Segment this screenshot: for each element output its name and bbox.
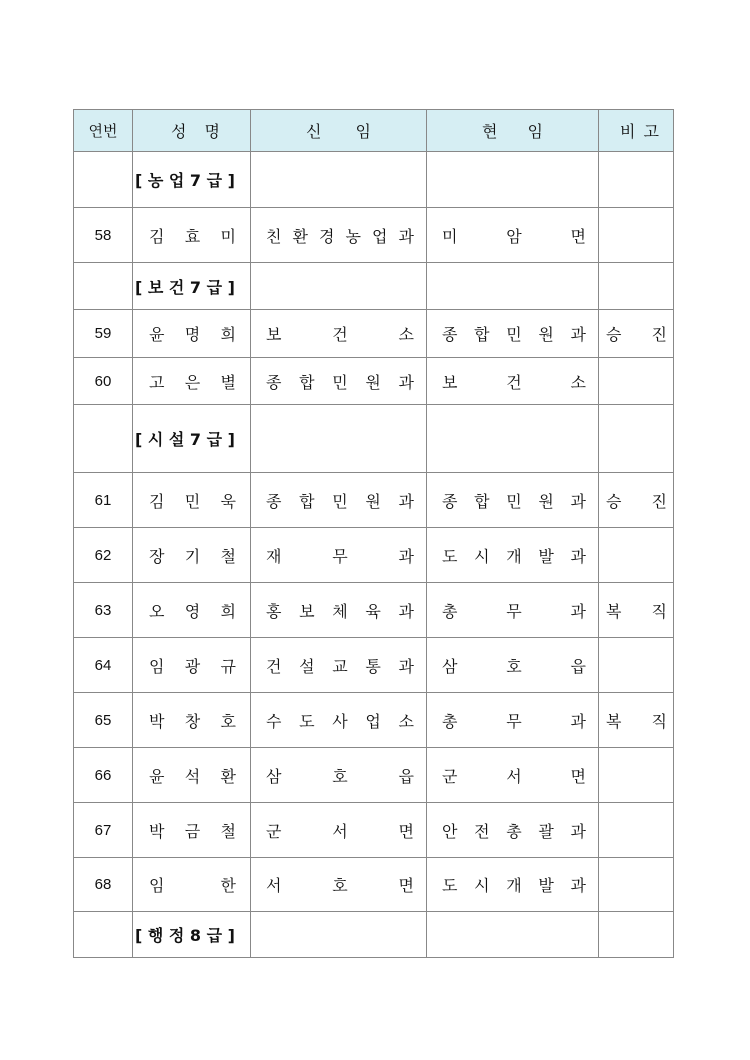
- table-row: [74, 473, 674, 528]
- empty-cell: [599, 912, 674, 958]
- current-post-cell-char: 원: [538, 491, 554, 511]
- new-post-cell-char: 과: [398, 546, 414, 566]
- note-cell-char: 직: [651, 601, 667, 621]
- empty-cell: [599, 263, 674, 310]
- current-post-cell-char: 과: [570, 711, 586, 731]
- name-cell-char: 미: [220, 226, 236, 246]
- name-cell: [133, 473, 251, 528]
- new-post-cell-char: 종: [266, 372, 282, 392]
- new-post-cell-char: 건: [266, 656, 282, 676]
- empty-cell: [427, 405, 599, 473]
- header-seq: 연번: [74, 110, 133, 152]
- current-post-cell: [427, 693, 599, 748]
- name-cell: [133, 803, 251, 858]
- note-cell-char: 진: [651, 325, 667, 344]
- new-post-cell-char: 교: [332, 656, 348, 676]
- new-post-cell: [251, 310, 427, 358]
- note-cell-char: 직: [651, 711, 667, 731]
- new-post-cell-char: 군: [266, 821, 282, 841]
- current-post-cell-char: 괄: [538, 821, 554, 841]
- current-post-cell: [427, 528, 599, 583]
- name-cell: [133, 310, 251, 358]
- new-post-cell: [251, 803, 427, 858]
- new-post-cell-char: 홍: [266, 601, 282, 621]
- new-post-cell-char: 무: [332, 546, 348, 566]
- name-cell-char: 규: [220, 656, 236, 676]
- name-cell-char: 환: [220, 766, 236, 786]
- current-post-cell-char: 발: [538, 876, 554, 895]
- current-post-cell-char: 과: [570, 876, 586, 895]
- name-cell-char: 창: [184, 711, 201, 731]
- name-cell-char: 별: [220, 372, 236, 392]
- empty-cell: [251, 152, 427, 208]
- seq-cell: 59: [74, 310, 133, 358]
- note-cell: [599, 583, 674, 638]
- current-post-cell-char: 무: [506, 711, 522, 731]
- empty-cell: [599, 405, 674, 473]
- current-post-cell-char: 군: [442, 766, 458, 786]
- new-post-cell-char: 종: [266, 491, 282, 511]
- seq-cell: 68: [74, 858, 133, 912]
- note-cell-char: 복: [606, 711, 622, 731]
- current-post-cell-char: 과: [570, 601, 586, 621]
- new-post-cell-char: 환: [292, 226, 308, 246]
- new-post-cell: [251, 528, 427, 583]
- current-post-cell: [427, 310, 599, 358]
- current-post-cell-char: 총: [442, 711, 458, 731]
- current-post-cell-char: 시: [474, 876, 490, 895]
- new-post-cell: [251, 583, 427, 638]
- name-cell: [133, 583, 251, 638]
- new-post-cell-char: 농: [345, 226, 361, 246]
- new-post-cell-char: 원: [365, 491, 381, 511]
- new-post-cell-char: 통: [365, 656, 381, 676]
- new-post-cell-char: 과: [398, 656, 414, 676]
- empty-cell: [251, 912, 427, 958]
- new-post-cell-char: 과: [398, 226, 414, 246]
- current-post-cell-char: 종: [442, 491, 458, 511]
- name-cell-char: 장: [149, 546, 165, 566]
- new-post-cell-char: 합: [299, 372, 315, 392]
- name-cell-char: 오: [149, 601, 165, 621]
- name-cell-char: 김: [149, 491, 165, 511]
- new-post-cell-char: 삼: [266, 766, 282, 786]
- new-post-cell: [251, 208, 427, 263]
- current-post-cell: [427, 638, 599, 693]
- name-cell-char: 기: [184, 546, 201, 566]
- new-post-cell-char: 수: [266, 711, 282, 731]
- seq-cell: [74, 405, 133, 473]
- current-post-cell-char: 개: [506, 546, 522, 566]
- new-post-cell-char: 합: [299, 491, 315, 511]
- name-cell: [133, 748, 251, 803]
- new-post-cell-char: 호: [332, 876, 348, 895]
- name-cell-char: 윤: [149, 325, 165, 344]
- new-post-cell-char: 민: [332, 491, 348, 511]
- seq-cell: 63: [74, 583, 133, 638]
- new-post-cell-char: 과: [398, 372, 414, 392]
- category-row: [74, 152, 674, 208]
- current-post-cell-char: 호: [506, 656, 522, 676]
- current-post-cell: [427, 748, 599, 803]
- new-post-cell-char: 민: [332, 372, 348, 392]
- name-cell-char: 윤: [149, 766, 165, 786]
- current-post-cell: [427, 473, 599, 528]
- name-cell-char: 철: [220, 546, 236, 566]
- current-post-cell: [427, 208, 599, 263]
- category-row: [74, 912, 674, 958]
- new-post-cell: [251, 748, 427, 803]
- name-cell-char: 희: [220, 601, 236, 621]
- new-post-cell-char: 체: [332, 601, 348, 621]
- seq-cell: 64: [74, 638, 133, 693]
- current-post-cell-char: 도: [442, 876, 458, 895]
- seq-cell: 60: [74, 358, 133, 405]
- note-cell: [599, 473, 674, 528]
- current-post-cell-char: 민: [506, 491, 522, 511]
- name-cell-char: 은: [184, 372, 201, 392]
- name-cell-char: 영: [184, 601, 201, 621]
- note-cell: [599, 638, 674, 693]
- new-post-cell: [251, 638, 427, 693]
- new-post-cell-char: 친: [266, 226, 282, 246]
- note-cell: [599, 748, 674, 803]
- name-cell-char: 박: [149, 821, 165, 841]
- current-post-cell-char: 소: [570, 372, 586, 392]
- name-cell: [133, 208, 251, 263]
- current-post-cell-char: 보: [442, 372, 458, 392]
- table-row: [74, 583, 674, 638]
- current-post-cell-char: 건: [506, 372, 522, 392]
- new-post-cell-char: 소: [398, 325, 414, 344]
- header-name: 성 명: [133, 110, 251, 152]
- current-post-cell-char: 삼: [442, 656, 458, 676]
- seq-cell: [74, 263, 133, 310]
- new-post-cell-char: 면: [398, 821, 414, 841]
- new-post-cell-char: 보: [266, 325, 282, 344]
- table-row: [74, 358, 674, 405]
- seq-cell: 58: [74, 208, 133, 263]
- current-post-cell-char: 과: [570, 325, 586, 344]
- current-post-cell-char: 미: [442, 226, 458, 246]
- new-post-cell-char: 업: [365, 711, 381, 731]
- empty-cell: [251, 405, 427, 473]
- new-post-cell: [251, 358, 427, 405]
- current-post-cell-char: 도: [442, 546, 458, 566]
- empty-cell: [427, 263, 599, 310]
- new-post-cell-char: 설: [299, 656, 315, 676]
- name-cell-char: 박: [149, 711, 165, 731]
- new-post-cell-char: 읍: [398, 766, 414, 786]
- current-post-cell-char: 총: [442, 601, 458, 621]
- table-row: [74, 310, 674, 358]
- table-row: [74, 208, 674, 263]
- note-cell-char: 승: [606, 491, 622, 511]
- category-row: [74, 263, 674, 310]
- empty-cell: [599, 152, 674, 208]
- name-cell-char: 명: [184, 325, 201, 344]
- current-post-cell-char: 발: [538, 546, 554, 566]
- new-post-cell-char: 보: [299, 601, 315, 621]
- note-cell: [599, 803, 674, 858]
- category-label: [ 보 건 7 급 ]: [133, 263, 251, 310]
- name-cell-char: 임: [149, 876, 165, 895]
- new-post-cell-char: 원: [365, 372, 381, 392]
- current-post-cell: [427, 858, 599, 912]
- new-post-cell-char: 육: [365, 601, 381, 621]
- table-row: [74, 748, 674, 803]
- table-row: [74, 528, 674, 583]
- seq-cell: 61: [74, 473, 133, 528]
- name-cell: [133, 693, 251, 748]
- table-row: [74, 638, 674, 693]
- name-cell-char: 철: [220, 821, 236, 841]
- current-post-cell-char: 안: [442, 821, 458, 841]
- name-cell-char: 김: [149, 226, 165, 246]
- note-cell: [599, 208, 674, 263]
- current-post-cell-char: 면: [570, 766, 586, 786]
- current-post-cell-char: 전: [474, 821, 490, 841]
- header-current-post: 현 임: [427, 110, 599, 152]
- empty-cell: [427, 912, 599, 958]
- current-post-cell-char: 총: [506, 821, 522, 841]
- category-row: [74, 405, 674, 473]
- current-post-cell-char: 합: [474, 491, 490, 511]
- new-post-cell-char: 서: [266, 876, 282, 895]
- table-row: [74, 803, 674, 858]
- new-post-cell-char: 업: [372, 226, 388, 246]
- new-post-cell-char: 경: [319, 226, 335, 246]
- current-post-cell-char: 과: [570, 821, 586, 841]
- seq-cell: 62: [74, 528, 133, 583]
- current-post-cell-char: 면: [570, 226, 586, 246]
- current-post-cell-char: 개: [506, 876, 522, 895]
- new-post-cell-char: 면: [398, 876, 414, 895]
- new-post-cell-char: 재: [266, 546, 282, 566]
- current-post-cell-char: 과: [570, 546, 586, 566]
- header-row: [74, 110, 674, 152]
- current-post-cell-char: 무: [506, 601, 522, 621]
- note-cell-char: 승: [606, 325, 622, 344]
- current-post-cell-char: 합: [474, 325, 490, 344]
- table-row: [74, 693, 674, 748]
- new-post-cell-char: 호: [332, 766, 348, 786]
- category-label: [ 행 정 8 급 ]: [133, 912, 251, 958]
- name-cell-char: 석: [184, 766, 201, 786]
- new-post-cell: [251, 473, 427, 528]
- current-post-cell-char: 읍: [570, 656, 586, 676]
- new-post-cell-char: 사: [332, 711, 348, 731]
- name-cell-char: 효: [184, 226, 201, 246]
- current-post-cell: [427, 803, 599, 858]
- seq-cell: 65: [74, 693, 133, 748]
- name-cell-char: 임: [149, 656, 165, 676]
- name-cell-char: 민: [184, 491, 201, 511]
- name-cell-char: 금: [184, 821, 201, 841]
- note-cell: [599, 693, 674, 748]
- name-cell: [133, 858, 251, 912]
- new-post-cell-char: 과: [398, 601, 414, 621]
- current-post-cell-char: 암: [506, 226, 522, 246]
- name-cell-char: 광: [184, 656, 201, 676]
- seq-cell: 67: [74, 803, 133, 858]
- category-label: [ 시 설 7 급 ]: [133, 405, 251, 473]
- new-post-cell: [251, 693, 427, 748]
- current-post-cell-char: 민: [506, 325, 522, 344]
- note-cell-char: 복: [606, 601, 622, 621]
- empty-cell: [427, 152, 599, 208]
- name-cell-char: 희: [220, 325, 236, 344]
- new-post-cell-char: 서: [332, 821, 348, 841]
- new-post-cell: [251, 858, 427, 912]
- empty-cell: [251, 263, 427, 310]
- note-cell: [599, 310, 674, 358]
- new-post-cell-char: 건: [332, 325, 348, 344]
- header-new-post: 신 임: [251, 110, 427, 152]
- name-cell: [133, 528, 251, 583]
- name-cell: [133, 358, 251, 405]
- seq-cell: 66: [74, 748, 133, 803]
- category-label: [ 농 업 7 급 ]: [133, 152, 251, 208]
- name-cell-char: 고: [149, 372, 165, 392]
- note-cell: [599, 858, 674, 912]
- note-cell-char: 진: [651, 491, 667, 511]
- note-cell: [599, 358, 674, 405]
- current-post-cell-char: 과: [570, 491, 586, 511]
- new-post-cell-char: 과: [398, 491, 414, 511]
- current-post-cell-char: 서: [506, 766, 522, 786]
- name-cell-char: 호: [220, 711, 236, 731]
- new-post-cell-char: 도: [299, 711, 315, 731]
- current-post-cell-char: 시: [474, 546, 490, 566]
- table-row: [74, 858, 674, 912]
- note-cell: [599, 528, 674, 583]
- current-post-cell: [427, 358, 599, 405]
- new-post-cell-char: 소: [398, 711, 414, 731]
- personnel-table: [73, 109, 674, 958]
- name-cell: [133, 638, 251, 693]
- seq-cell: [74, 912, 133, 958]
- seq-cell: [74, 152, 133, 208]
- current-post-cell: [427, 583, 599, 638]
- current-post-cell-char: 종: [442, 325, 458, 344]
- name-cell-char: 한: [220, 876, 236, 895]
- current-post-cell-char: 원: [538, 325, 554, 344]
- header-note: 비 고: [599, 110, 674, 152]
- name-cell-char: 욱: [220, 491, 236, 511]
